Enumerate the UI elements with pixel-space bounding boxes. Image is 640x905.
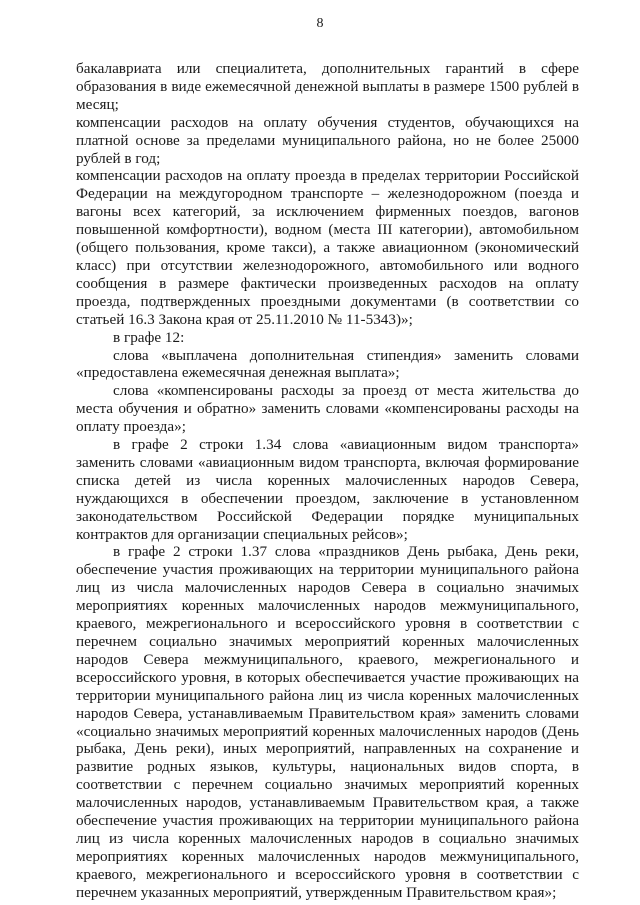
- paragraph-row-1-34: в графе 2 строки 1.34 слова «авиационным видом транспорта» заменить словами «авиационным видом транспорта, включая формирование списка детей из числа коренных малочисленных народов Севера, нуждающихся в обеспечении проездом, заключение в установленном законодательством Российской Федерации порядке муниципальных контрактов для организации специальных рейсов»;: [76, 436, 579, 543]
- paragraph-tuition-compensation: компенсации расходов на оплату обучения студентов, обучающихся на платной основе за пределами муниципального района, но не более 25000 рублей в год;: [76, 113, 579, 167]
- page-number: 8: [316, 16, 324, 31]
- paragraph-continuation: бакалавриата или специалитета, дополнительных гарантий в сфере образования в виде ежемесячной денежной выплаты в размере 1500 рублей в месяц;: [76, 60, 579, 113]
- paragraph-column-12: в графе 12:: [113, 328, 185, 346]
- paragraph-travel-compensation: компенсации расходов на оплату проезда в пределах территории Российской Федерации на междугородном транспорте – железнодорожном (поезда и вагоны всех категорий, за исключением фирменных поездов, вагонов повышенной комфортности), водном (места III категории), автомобильном (общего пользования, кроме такси), а также авиационном (экономический класс) при отсутствии железнодорожного, автомобильного или водного сообщения в размере фактически произведенных расходов на оплату проезда, подтвержденных проездными документами (в соответствии со статьей 16.3 Закона края от 25.11.2010 № 11-5343)»;: [76, 167, 579, 328]
- paragraph-travel-replacement: слова «компенсированы расходы за проезд от места жительства до места обучения и обратно» заменить словами «компенсированы расходы на оплату проезда»;: [76, 382, 579, 436]
- paragraph-row-1-37: в графе 2 строки 1.37 слова «праздников День рыбака, День реки, обеспечение участия проживающих на территории муниципального района лиц из числа малочисленных народов Севера в социально значимых мероприятиях коренных малочисленных народов межмуниципального, краевого, межрегионального и всероссийского уровня в соответствии с перечнем социально значимых мероприятий коренных малочисленных народов Севера межмуниципального, краевого, межрегионального и всероссийского уровня, в которых обеспечивается участие проживающих на территории муниципального района лиц из числа коренных малочисленных народов Севера, устанавливаемым Правительством края» заменить словами «социально значимых мероприятий коренных малочисленных народов (День рыбака, День реки), иных мероприятий, направленных на сохранение и развитие родных языков, культуры, национальных видов спорта, в соответствии с перечнем социально значимых мероприятий коренных малочисленных народов, устанавливаемым Правительством края, а также обеспечение участия проживающих на территории муниципального района лиц из числа коренных малочисленных народов в социально значимых мероприятиях коренных малочисленных народов межмуниципального, краевого, межрегионального и всероссийского уровня в соответствии с перечнем указанных мероприятий, утвержденным Правительством края»;: [76, 543, 579, 901]
- paragraph-stipend-replacement: слова «выплачена дополнительная стипендия» заменить словами «предоставлена ежемесячная денежная выплата»;: [76, 346, 579, 382]
- document-body: [76, 60, 579, 902]
